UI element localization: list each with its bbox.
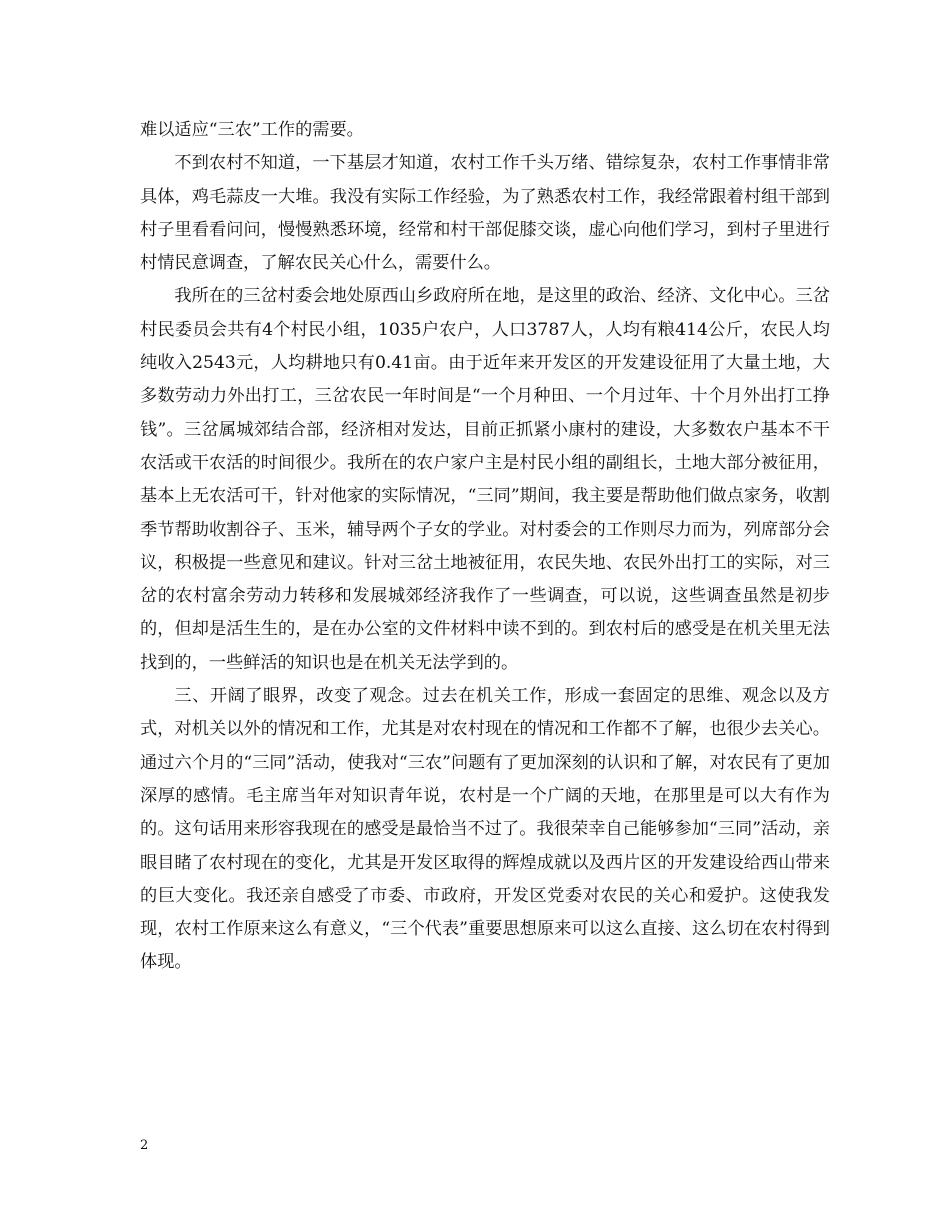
page-number: 2 [140,1138,149,1153]
paragraph-continuation: 难以适应“三农”工作的需要。 [140,120,364,140]
paragraph-broadened-horizons: 三、开阔了眼界，改变了观念。过去在机关工作，形成一套固定的思维、观念以及方式，对机关以外的情况和工作，尤其是对农村现在的情况和工作都不了解，也很少去关心。通过六个月的“三同”活动，使我对“三农”问题有了更加深刻的认识和了解，对农民有了更加深厚的感情。毛主席当年对知识青年说，农村是一个广阔的天地，在那里是可以大有作为的。这句话用来形容我现在的感受是最恰当不过了。我很荣幸自己能够参加“三同”活动，亲眼目睹了农村现在的变化，尤其是开发区取得的辉煌成就以及西片区的开发建设给西山带来的巨大变化。我还亲自感受了市委、市政府，开发区党委对农民的关心和爱护。这使我发现，农村工作原来这么有意义，“三个代表”重要思想原来可以这么直接、这么切在农村得到体现。 [140,686,830,973]
paragraph-sancha-village: 我所在的三岔村委会地处原西山乡政府所在地，是这里的政治、经济、文化中心。三岔村民委员会共有4个村民小组，1035户农户，人口3787人，人均有粮414公斤，农民人均纯收入2543元，人均耕地只有0.41亩。由于近年来开发区的开发建设征用了大量土地，大多数劳动力外出打工，三岔农民一年时间是“一个月种田、一个月过年、十个月外出打工挣钱”。三岔属城郊结合部，经济相对发达，目前正抓紧小康村的建设，大多数农户基本不干农活或干农活的时间很少。我所在的农户家户主是村民小组的副组长，土地大部分被征用，基本上无农活可干，针对他家的实际情况，“三同”期间，我主要是帮助他们做点家务，收割季节帮助收割谷子、玉米，辅导两个子女的学业。对村委会的工作则尽力而为，列席部分会议，积极提一些意见和建议。针对三岔土地被征用，农民失地、农民外出打工的实际，对三岔的农村富余劳动力转移和发展城郊经济我作了一些调查，可以说，这些调查虽然是初步的，但却是活生生的，是在办公室的文件材料中读不到的。到农村后的感受是在机关里无法找到的，一些鲜活的知识也是在机关无法学到的。 [140,286,830,673]
document-body [140,114,830,980]
paragraph-rural-work: 不到农村不知道，一下基层才知道，农村工作千头万绪、错综复杂，农村工作事情非常具体，鸡毛蒜皮一大堆。我没有实际工作经验，为了熟悉农村工作，我经常跟着村组干部到村子里看看问问，慢慢熟悉环境，经常和村干部促膝交谈，虚心向他们学习，到村子里进行村情民意调查，了解农民关心什么，需要什么。 [140,153,830,274]
